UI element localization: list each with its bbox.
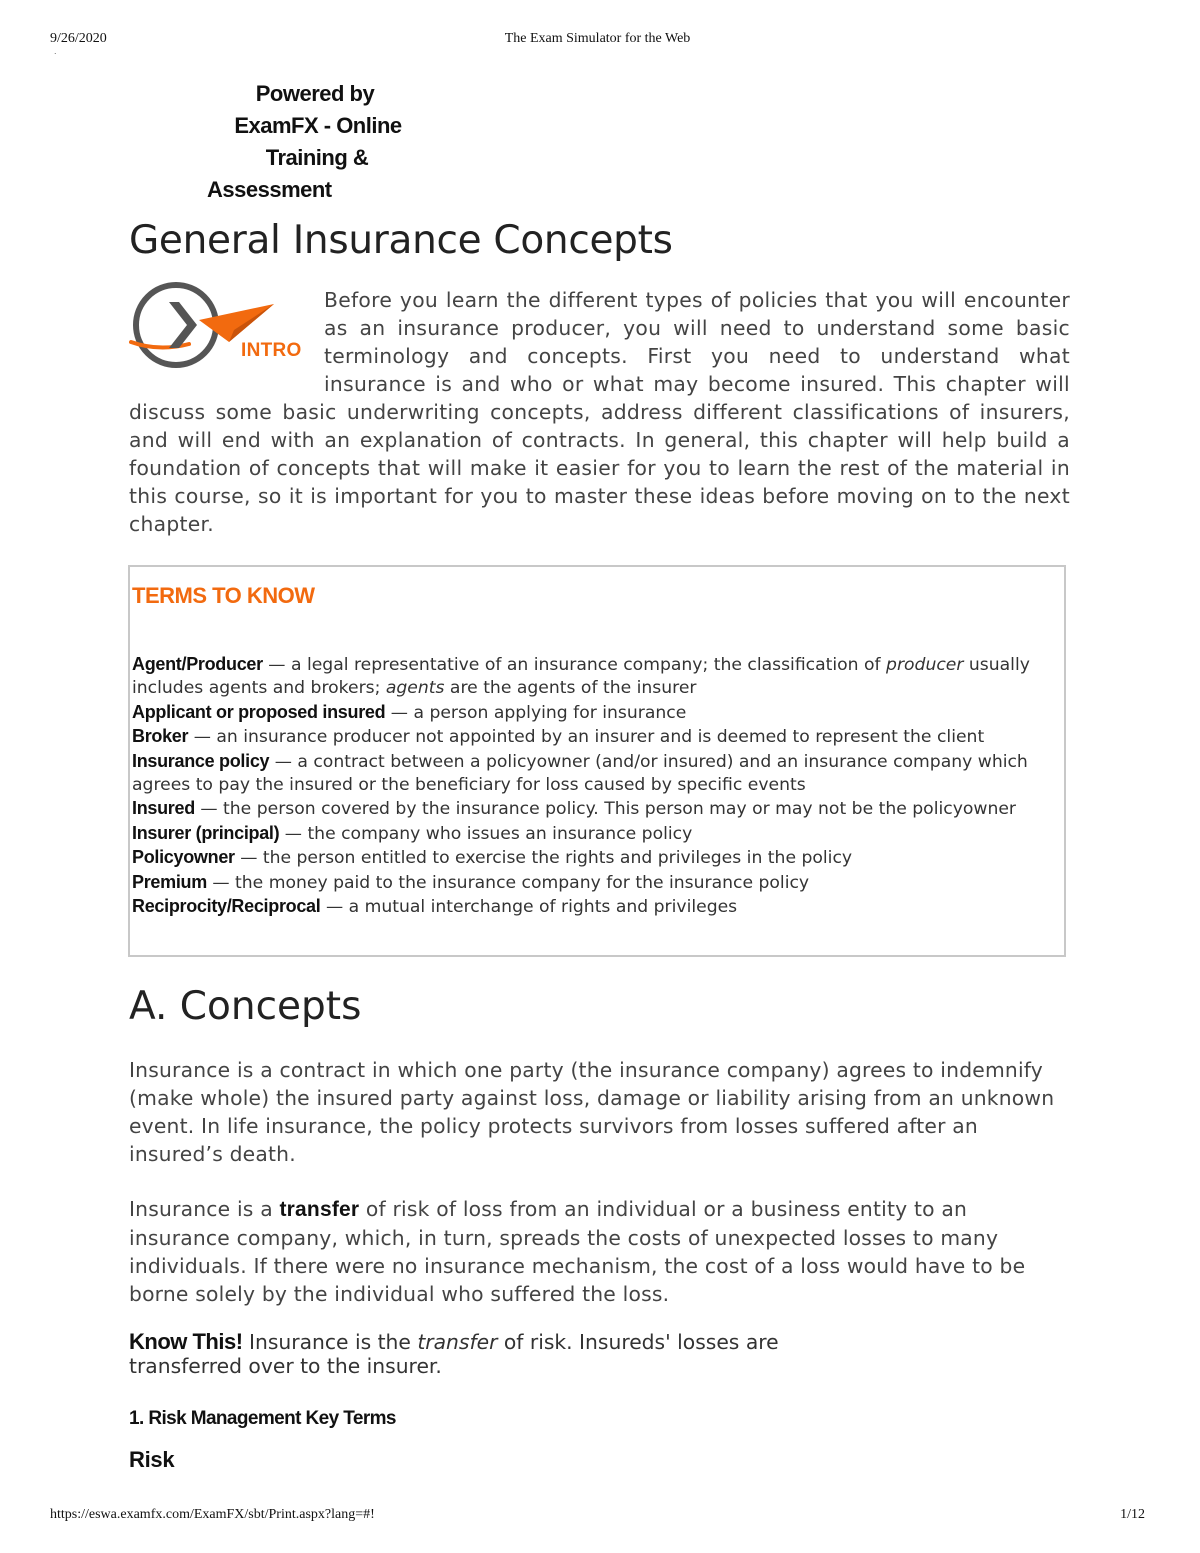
term-item [132, 846, 1062, 870]
intro-section [129, 286, 1070, 538]
subsection-heading-risk: Risk [129, 1447, 175, 1472]
term-def: — the person covered by the insurance policy. This person may or may not be the policyowner [194, 799, 1016, 820]
print-page-number: 1/12 [1120, 1507, 1145, 1522]
terms-heading: TERMS TO KNOW [132, 583, 315, 608]
term-name: Premium [132, 871, 207, 892]
term-def: — the person entitled to exercise the rights and privileges in the policy [234, 848, 853, 869]
transfer-emphasis: transfer [279, 1198, 360, 1221]
term-def: — an insurance producer not appointed by an insurer and is deemed to represent the client [188, 727, 985, 748]
page-title: General Insurance Concepts [129, 218, 673, 263]
know-text: of risk. Insureds' losses are transferred over to the insurer. [129, 1330, 779, 1378]
term-name: Applicant or proposed insured [132, 701, 386, 722]
term-def: are the agents of the insurer [444, 678, 697, 699]
brand-line-3: Training & [265, 145, 369, 170]
term-item [132, 653, 1062, 701]
term-def: — a legal representative of an insurance company; the classification of [262, 655, 887, 675]
paragraph [129, 1195, 1070, 1308]
know-this-callout [129, 1330, 889, 1378]
print-dot: . [54, 46, 57, 56]
term-name: Policyowner [132, 847, 235, 868]
know-emphasis: transfer [417, 1330, 498, 1354]
know-text: Insurance is the [242, 1330, 418, 1354]
paragraph-text: Insurance is a [129, 1197, 280, 1221]
term-item [132, 871, 1062, 895]
term-name: Reciprocity/Reciprocal [132, 896, 321, 917]
print-title: The Exam Simulator for the Web [504, 31, 691, 46]
print-url: https://eswa.examfx.com/ExamFX/sbt/Print.aspx?lang=#! [50, 1507, 375, 1522]
term-item [132, 701, 1062, 725]
term-name: Insurance policy [132, 750, 270, 771]
term-item [132, 895, 1062, 919]
term-name: Insured [132, 798, 195, 819]
terms-to-know-box [128, 565, 1066, 957]
brand-line-4: Assessment [207, 177, 332, 202]
brand-block [190, 78, 430, 206]
brand-line-1: Powered by [255, 81, 375, 106]
term-def: — a mutual interchange of rights and privileges [320, 897, 738, 918]
term-def: — a contract between a policyowner (and/or insured) and an insurance company which agrees to pay the insured or the beneficiary for loss caused by specific events [132, 751, 1028, 796]
term-def: — the money paid to the insurance company for the insurance policy [206, 872, 810, 893]
term-name: Broker [132, 726, 189, 747]
intro-badge: INTRO [241, 340, 302, 361]
subsection-heading: 1. Risk Management Key Terms [129, 1408, 396, 1429]
term-name: Insurer (principal) [132, 822, 280, 843]
term-def-em: producer [886, 655, 964, 675]
section-heading: A. Concepts [129, 984, 362, 1029]
term-item [132, 797, 1062, 821]
terms-list [132, 653, 1062, 919]
term-def: usually includes agents and brokers; [132, 655, 1030, 699]
term-name: Agent/Producer [132, 654, 263, 674]
know-this-label: Know This! [129, 1329, 243, 1354]
intro-logo-icon [129, 282, 314, 382]
term-def: — a person applying for insurance [385, 702, 687, 723]
term-item [132, 750, 1062, 798]
paragraph-text: of risk of loss from an individual or a business entity to an insurance company, which, in turn, spreads the costs of unexpected losses to many individuals. If there were no insurance mechanism, the cost of a loss would have to be borne solely by the individual who suffered the loss. [129, 1197, 1026, 1306]
term-item [132, 822, 1062, 846]
term-def: — the company who issues an insurance policy [279, 823, 693, 844]
term-def-em: agents [385, 678, 445, 699]
paragraph: Insurance is a contract in which one party (the insurance company) agrees to indemnify (make whole) the insured party against loss, damage or liability arising from an unknown event. In life insurance, the policy protects survivors from losses suffered after an insured’s death. [129, 1058, 1055, 1166]
print-date: 9/26/2020 [50, 31, 107, 46]
term-item [132, 725, 1062, 749]
brand-line-2: ExamFX - Online [234, 113, 402, 138]
intro-text: Before you learn the different types of policies that you will encounter as an insurance producer, you will need to understand some basic terminology and concepts. First you need to understand what insurance is and who or what may become insured. This chapter will discuss some basic underwriting concepts, address different classifications of insurers, and will end with an explanation of contracts. In general, this chapter will help build a foundation of concepts that will make it easier for you to learn the rest of the material in this course, so it is important for you to master these ideas before moving on to the next chapter. [129, 288, 1070, 536]
